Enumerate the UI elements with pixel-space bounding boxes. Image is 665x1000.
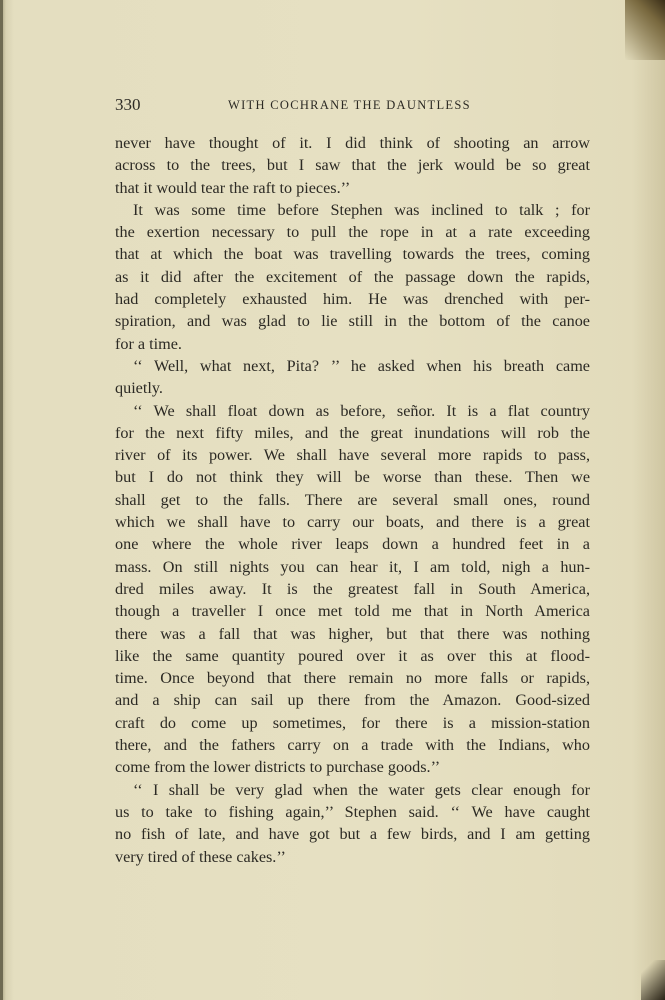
text-line: which we shall have to carry our boats, and there is a great bbox=[115, 513, 590, 532]
text-line: shall get to the falls. There are several small ones, round bbox=[115, 490, 590, 509]
text-line: It was some time before Stephen was inclined to talk ; for bbox=[133, 200, 590, 219]
text-line: us to take to fishing again,’’ Stephen said. ‘‘ We have caught bbox=[115, 802, 590, 821]
text-line: mass. On still nights you can hear it, I am told, nigh a hun- bbox=[115, 557, 590, 576]
page-number: 330 bbox=[115, 95, 141, 114]
page-header bbox=[115, 95, 590, 117]
text-line: time. Once beyond that there remain no more falls or rapids, bbox=[115, 669, 590, 688]
text-line: and a ship can sail up there from the Amazon. Good-sized bbox=[115, 691, 590, 710]
page-body-text bbox=[115, 132, 590, 868]
text-line: one where the whole river leaps down a hundred feet in a bbox=[115, 535, 590, 554]
text-line: for a time. bbox=[115, 334, 182, 353]
text-line: craft do come up sometimes, for there is a mission-station bbox=[115, 713, 590, 732]
text-line: but I do not think they will be worse than these. Then we bbox=[115, 468, 590, 487]
text-line: for the next fifty miles, and the great inundations will rob the bbox=[115, 423, 590, 442]
page-corner-shadow bbox=[625, 0, 665, 60]
text-line: quietly. bbox=[115, 379, 163, 398]
page-edge bbox=[0, 0, 3, 1000]
text-line: there was a fall that was higher, but that there was nothing bbox=[115, 624, 590, 643]
text-line: ‘‘ We shall float down as before, señor. It is a flat country bbox=[133, 401, 590, 420]
text-line: as it did after the excitement of the passage down the rapids, bbox=[115, 267, 590, 286]
text-line: ‘‘ Well, what next, Pita? ’’ he asked when his breath came bbox=[133, 356, 590, 375]
text-line: spiration, and was glad to lie still in the bottom of the canoe bbox=[115, 312, 590, 331]
text-line: across to the trees, but I saw that the jerk would be so great bbox=[115, 156, 590, 175]
text-line: that it would tear the raft to pieces.’’ bbox=[115, 178, 351, 197]
text-line: dred miles away. It is the greatest fall in South America, bbox=[115, 579, 590, 598]
text-line: never have thought of it. I did think of shooting an arrow bbox=[115, 134, 590, 152]
page-corner-shadow-bottom bbox=[641, 960, 665, 1000]
text-line: though a traveller I once met told me that in North America bbox=[115, 602, 590, 621]
running-head: WITH COCHRANE THE DAUNTLESS bbox=[228, 98, 471, 112]
text-line: very tired of these cakes.’’ bbox=[115, 847, 286, 866]
text-line: that at which the boat was travelling towards the trees, coming bbox=[115, 245, 590, 264]
text-line: come from the lower districts to purchase goods.’’ bbox=[115, 758, 441, 777]
text-line: river of its power. We shall have several more rapids to pass, bbox=[115, 446, 590, 465]
text-line: had completely exhausted him. He was drenched with per- bbox=[115, 290, 590, 309]
text-line: like the same quantity poured over it as over this at flood- bbox=[115, 646, 590, 665]
text-line: no fish of late, and have got but a few birds, and I am getting bbox=[115, 825, 590, 844]
text-line: there, and the fathers carry on a trade with the Indians, who bbox=[115, 736, 590, 755]
text-line: the exertion necessary to pull the rope in at a rate exceeding bbox=[115, 223, 590, 242]
text-line: ‘‘ I shall be very glad when the water gets clear enough for bbox=[133, 780, 590, 799]
